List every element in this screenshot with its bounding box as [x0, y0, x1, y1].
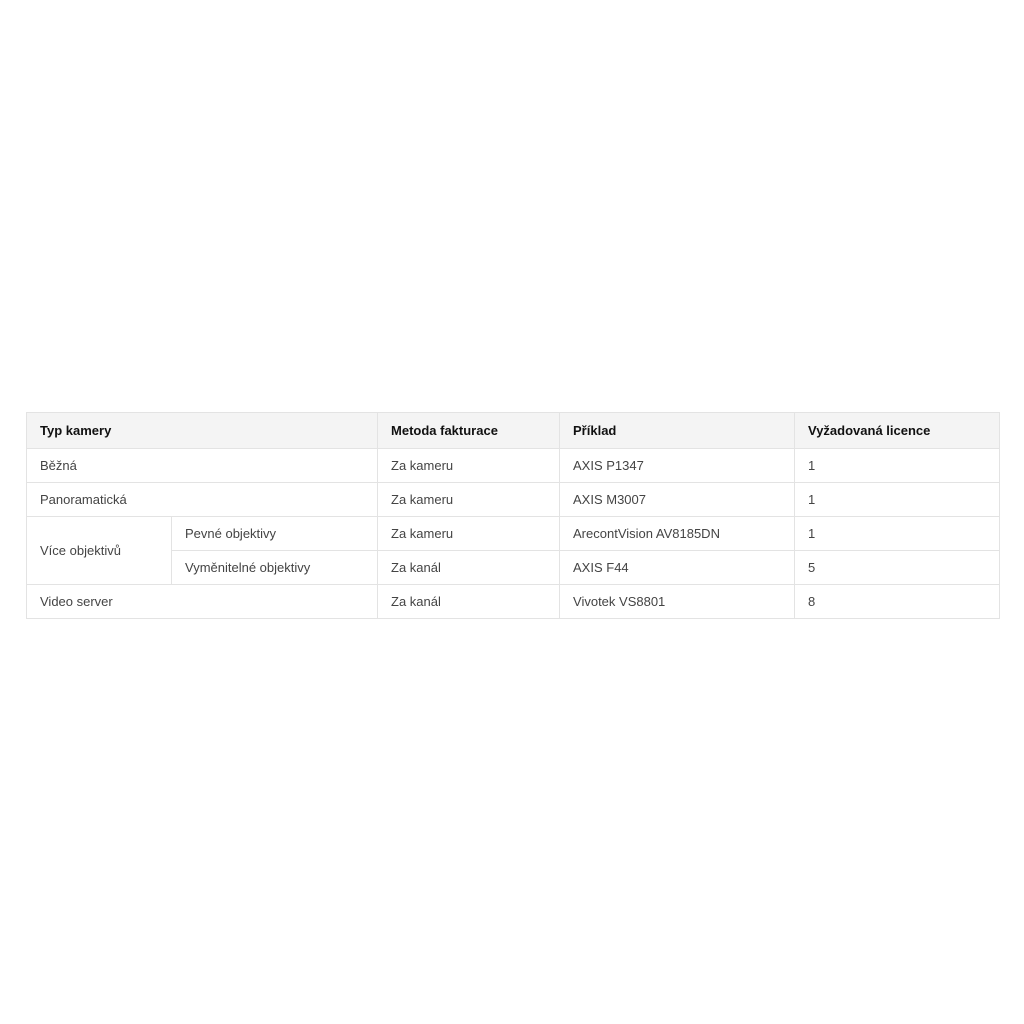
cell-camera-subtype: Pevné objektivy	[172, 517, 378, 551]
cell-billing-method: Za kameru	[378, 517, 560, 551]
cell-billing-method: Za kameru	[378, 449, 560, 483]
table-row	[27, 551, 1000, 585]
header-camera-type: Typ kamery	[27, 413, 378, 449]
cell-required-licenses: 8	[795, 585, 1000, 619]
cell-camera-type: Panoramatická	[27, 483, 378, 517]
cell-billing-method: Za kameru	[378, 483, 560, 517]
header-row	[27, 413, 1000, 449]
cell-camera-type: Běžná	[27, 449, 378, 483]
cell-camera-type: Video server	[27, 585, 378, 619]
cell-example: ArecontVision AV8185DN	[560, 517, 795, 551]
cell-example: Vivotek VS8801	[560, 585, 795, 619]
cell-example: AXIS P1347	[560, 449, 795, 483]
cell-billing-method: Za kanál	[378, 551, 560, 585]
cell-example: AXIS M3007	[560, 483, 795, 517]
table-row	[27, 483, 1000, 517]
table-row	[27, 517, 1000, 551]
header-example: Příklad	[560, 413, 795, 449]
cell-camera-subtype: Vyměnitelné objektivy	[172, 551, 378, 585]
table-body	[27, 449, 1000, 619]
table-header	[27, 413, 1000, 449]
header-required-licenses: Vyžadovaná licence	[795, 413, 1000, 449]
cell-example: AXIS F44	[560, 551, 795, 585]
cell-required-licenses: 1	[795, 449, 1000, 483]
header-billing-method: Metoda fakturace	[378, 413, 560, 449]
cell-camera-type: Více objektivů	[27, 517, 172, 585]
table-row	[27, 585, 1000, 619]
cell-billing-method: Za kanál	[378, 585, 560, 619]
table-row	[27, 449, 1000, 483]
license-table	[26, 412, 1000, 619]
cell-required-licenses: 5	[795, 551, 1000, 585]
cell-required-licenses: 1	[795, 483, 1000, 517]
cell-required-licenses: 1	[795, 517, 1000, 551]
